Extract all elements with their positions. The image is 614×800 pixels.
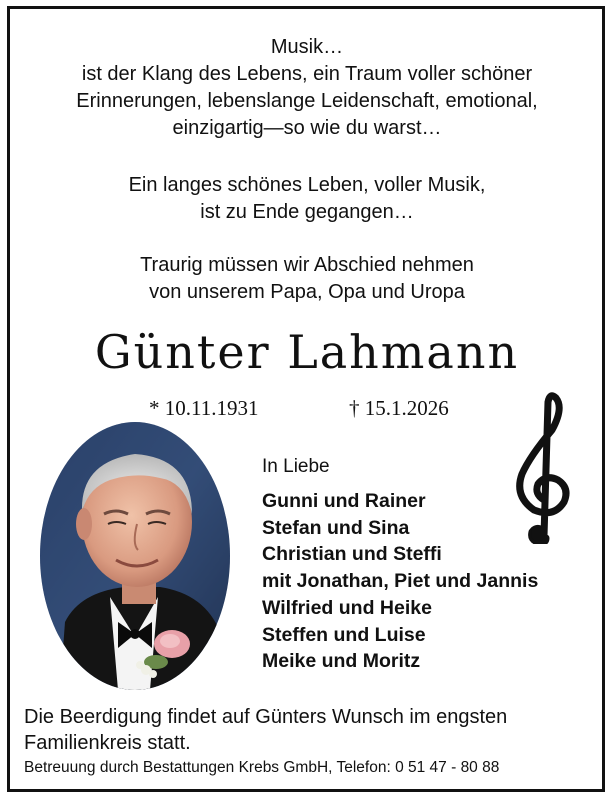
verse-line: einzigartig—so wie du warst… [172, 117, 442, 139]
birth-date: * 10.11.1931 [149, 396, 259, 420]
undertaker-info: Betreuung durch Bestattungen Krebs GmbH, Telefon: 0 51 47 - 80 88 [24, 759, 500, 776]
funeral-note: Die Beerdigung findet auf Günters Wunsch im engsten Familienkreis statt. [24, 706, 508, 754]
verse-music [0, 34, 614, 142]
mourner-name: Christian und Steffi [262, 543, 442, 566]
in-love-intro: In Liebe [262, 456, 330, 477]
verse-line: Ein langes schönes Leben, voller Musik, [128, 174, 486, 196]
treble-clef-icon [508, 392, 578, 544]
portrait-photo [40, 422, 230, 690]
verse-farewell [0, 252, 614, 306]
verse-line: von unserem Papa, Opa und Uropa [149, 281, 465, 303]
deceased-name: Günter Lahmann [94, 325, 520, 379]
mourner-name: Steffen und Luise [262, 623, 426, 646]
mourner-name: Gunni und Rainer [262, 490, 426, 512]
portrait-image [40, 422, 230, 690]
verse-line: ist zu Ende gegangen… [200, 201, 414, 223]
mourner-name: Stefan und Sina [262, 516, 410, 539]
mourners-list [262, 488, 538, 675]
mourner-name: Meike und Moritz [262, 650, 421, 673]
mourner-name: mit Jonathan, Piet und Jannis [262, 570, 539, 593]
verse-life [0, 172, 614, 226]
verse-line: Traurig müssen wir Abschied nehmen [140, 254, 474, 276]
verse-line: Erinnerungen, lebenslange Leidenschaft, emotional, [76, 90, 538, 112]
verse-line: Musik… [270, 36, 344, 58]
verse-line: ist der Klang des Lebens, ein Traum voller schöner [81, 63, 533, 85]
death-date: † 15.1.2026 [349, 396, 449, 420]
mourner-name: Wilfried und Heike [262, 596, 432, 619]
